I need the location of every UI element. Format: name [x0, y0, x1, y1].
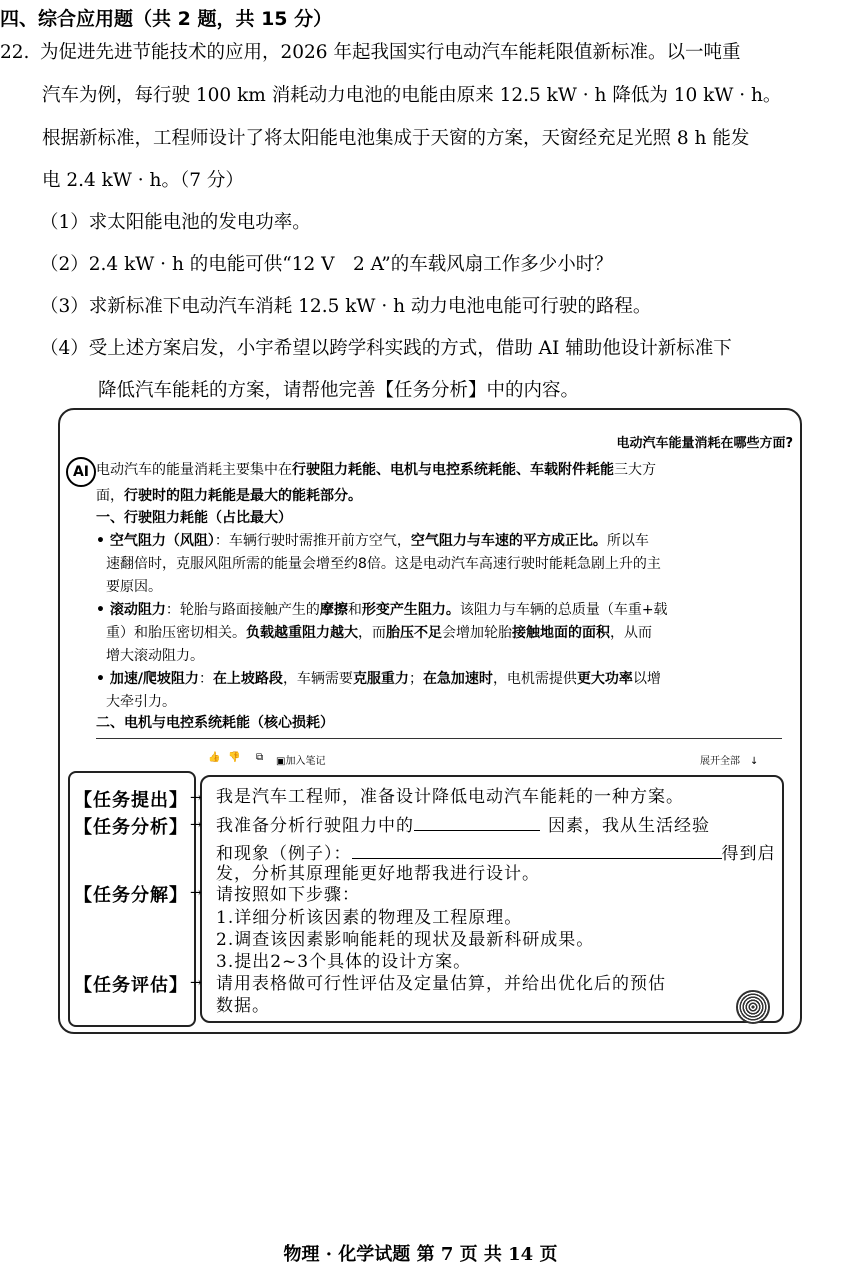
arrow-icon: → — [190, 975, 202, 991]
question-line-2: 汽车为例，每行驶 100 km 消耗动力电池的电能由原来 12.5 kW · h 降低为 10 kW · h。 — [42, 85, 782, 106]
task-analyze-line-1: 我准备分析行驶阻力中的 因素，我从生活经验 — [216, 816, 710, 836]
section-title: 四、综合应用题（共 2 题，共 15 分） — [0, 8, 333, 30]
divider — [96, 738, 782, 739]
task-analyze-line-3: 发，分析其原理能更好地帮我进行设计。 — [216, 864, 540, 884]
page-footer: 物理 · 化学试题 第 7 页 共 14 页 — [283, 1244, 558, 1265]
blank-example[interactable] — [352, 842, 722, 859]
ai-user-question: 电动汽车能量消耗在哪些方面? — [616, 436, 793, 451]
thumbs-down-icon[interactable]: 👎 — [228, 752, 241, 763]
task-label-propose: 【任务提出】 — [74, 790, 188, 811]
task-evaluate-line-1: 请用表格做可行性评估及定量估算，并给出优化后的预估 — [216, 974, 666, 994]
sub-question-1: （1）求太阳能电池的发电功率。 — [40, 212, 311, 233]
expand-all-button[interactable]: 展开全部 ↓ — [700, 756, 759, 767]
note-icon: ▣ — [276, 756, 286, 767]
ai-bullet-air-2: 速翻倍时，克服风阻所需的能量会增至约8倍。这是电动汽车高速行驶时能耗急剧上升的主 — [106, 556, 661, 572]
ai-intro-line-1: 电动汽车的能量消耗主要集中在行驶阻力耗能、电机与电控系统耗能、车载附件耗能三大方 — [96, 462, 656, 478]
question-line-3: 根据新标准，工程师设计了将太阳能电池集成于天窗的方案，天窗经充足光照 8 h 能发 — [42, 128, 750, 149]
sub-question-2: （2）2.4 kW · h 的电能可供“12 V 2 A”的车载风扇工作多少小时？ — [40, 254, 613, 275]
question-line-1: 为促进先进节能技术的应用，2026 年起我国实行电动汽车能耗限值新标准。以一吨重 — [40, 42, 741, 63]
ai-intro-line-2: 面，行驶时的阻力耗能是最大的能耗部分。 — [96, 488, 362, 504]
task-analyze-line-2: 和现象（例子）： 得到启 — [216, 844, 776, 864]
thumbs-up-icon[interactable]: 👍 — [208, 752, 221, 763]
task-decompose-step-2: 2.调查该因素影响能耗的现状及最新科研成果。 — [216, 930, 595, 950]
chevron-down-icon: ↓ — [750, 756, 759, 767]
sub-question-4-cont: 降低汽车能耗的方案，请帮他完善【任务分析】中的内容。 — [98, 380, 580, 401]
ai-logo-icon: AI — [66, 457, 96, 487]
task-label-decompose: 【任务分解】 — [74, 885, 188, 906]
ai-bullet-roll-1: • 滚动阻力：轮胎与路面接触产生的摩擦和形变产生阻力。该阻力与车辆的总质量（车重+载 — [96, 602, 668, 618]
ai-bullet-accel-2: 大牵引力。 — [106, 694, 176, 710]
task-decompose-line-1: 请按照如下步骤： — [216, 885, 360, 905]
ai-heading-2: 二、电机与电控系统耗能（核心损耗） — [96, 715, 334, 731]
ai-bullet-roll-3: 增大滚动阻力。 — [106, 648, 204, 664]
task-decompose-step-3: 3.提出2~3个具体的设计方案。 — [216, 952, 472, 972]
ai-bullet-accel-1: • 加速/爬坡阻力：在上坡路段，车辆需要克服重力；在急加速时，电机需提供更大功率以增 — [96, 671, 661, 687]
question-line-4: 电 2.4 kW · h。（7 分） — [42, 170, 244, 191]
task-propose-text: 我是汽车工程师，准备设计降低电动汽车能耗的一种方案。 — [216, 787, 684, 807]
copy-icon[interactable]: ⧉ — [256, 752, 264, 763]
task-label-evaluate: 【任务评估】 — [74, 975, 188, 996]
question-number: 22. — [0, 42, 30, 63]
sub-question-4: （4）受上述方案启发，小宇希望以跨学科实践的方式，借助 AI 辅助他设计新标准下 — [40, 338, 732, 359]
ai-bullet-air-3: 要原因。 — [106, 579, 162, 595]
arrow-icon: → — [190, 885, 202, 901]
ai-bullet-air-1: • 空气阻力（风阻）：车辆行驶时需推开前方空气，空气阻力与车速的平方成正比。所以车 — [96, 533, 649, 549]
arrow-icon: → — [190, 817, 202, 833]
fingerprint-icon — [736, 990, 770, 1024]
task-label-analyze: 【任务分析】 — [74, 817, 188, 838]
task-decompose-step-1: 1.详细分析该因素的物理及工程原理。 — [216, 908, 523, 928]
sub-question-3: （3）求新标准下电动汽车消耗 12.5 kW · h 动力电池电能可行驶的路程。 — [40, 296, 652, 317]
arrow-icon: → — [190, 790, 202, 806]
add-note-button[interactable]: ▣加入笔记 — [276, 756, 326, 767]
ai-heading-1: 一、行驶阻力耗能（占比最大） — [96, 510, 292, 526]
ai-bullet-roll-2: 重）和胎压密切相关。负载越重阻力越大，而胎压不足会增加轮胎接触地面的面积，从而 — [106, 625, 652, 641]
task-evaluate-line-2: 数据。 — [216, 996, 270, 1016]
blank-factor[interactable] — [414, 814, 540, 831]
